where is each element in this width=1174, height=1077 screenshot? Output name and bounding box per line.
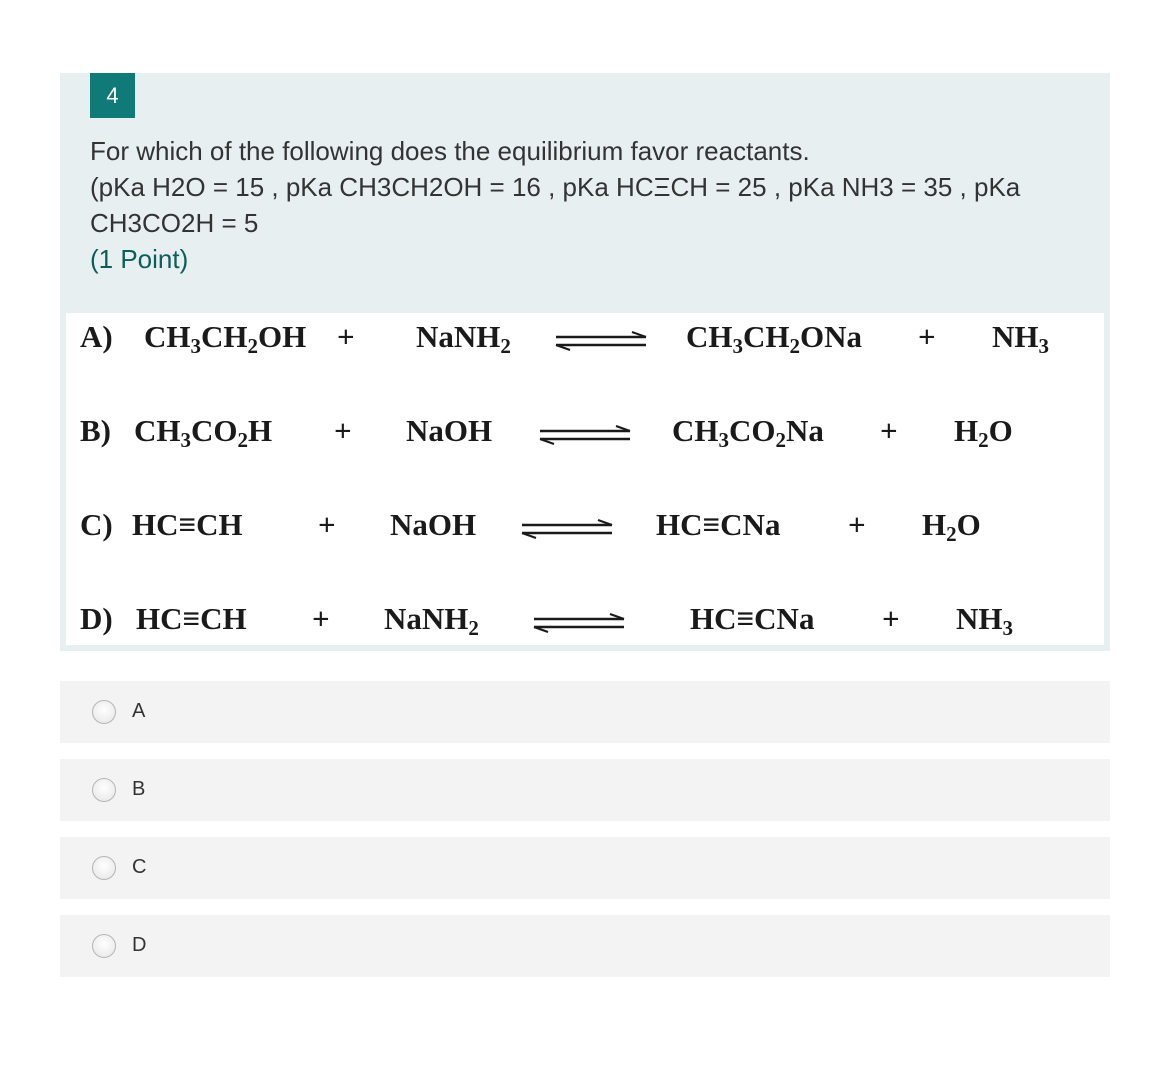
product-2: $NH_3$ [992,319,1049,358]
reactant-1: $CH_3CO_2H$ [134,413,273,452]
equation-d [66,595,1104,655]
reactant-2: NaNH$_2$ [384,601,479,640]
radio-button[interactable] [92,934,116,958]
equilibrium-arrow-icon [554,331,650,351]
product-2: $H_2O$ [922,507,981,546]
equation-label: D) [80,601,113,636]
question-text [90,133,1090,277]
plus-sign: + [312,601,330,636]
reactant-2: NaOH [390,507,477,542]
product-1: $CH_3CO_2Na$ [672,413,824,452]
option-c[interactable] [60,837,1110,899]
plus-sign: + [848,507,866,542]
product-2: $NH_3$ [956,601,1013,640]
equation-a [66,313,1104,373]
equation-label: C) [80,507,113,542]
option-a[interactable] [60,681,1110,743]
option-d[interactable] [60,915,1110,977]
question-line-1: For which of the following does the equilibrium favor reactants. [90,136,810,166]
option-label: A [132,700,146,722]
plus-sign: + [334,413,352,448]
plus-sign: + [337,319,355,354]
option-label: B [132,778,146,800]
question-line-3: CH3CO2H = 5 [90,208,259,238]
option-b[interactable] [60,759,1110,821]
option-label: D [132,934,147,956]
radio-button[interactable] [92,778,116,802]
plus-sign: + [882,601,900,636]
equilibrium-arrow-icon [520,519,616,539]
product-1: HC≡CNa [690,601,815,636]
question-card [60,73,1110,651]
product-1: $CH_3CH_2ONa$ [686,319,862,358]
reactant-1: HC≡CH [132,507,243,542]
equation-label: A) [80,319,113,354]
plus-sign: + [880,413,898,448]
reactant-1: HC≡CH [136,601,247,636]
plus-sign: + [918,319,936,354]
question-line-2: (pKa H2O = 15 , pKa CH3CH2OH = 16 , pKa HCΞCH = 25 , pKa NH3 = 35 , pKa [90,172,1021,202]
reactions-image [66,313,1104,645]
reactant-1: $CH_3CH_2OH$ [144,319,307,358]
product-2: $H_2O$ [954,413,1013,452]
equilibrium-arrow-icon [532,613,628,633]
option-label: C [132,856,147,878]
equation-label: B) [80,413,111,448]
question-number: 4 [90,73,135,118]
radio-button[interactable] [92,856,116,880]
radio-button[interactable] [92,700,116,724]
plus-sign: + [318,507,336,542]
equilibrium-arrow-icon [538,425,634,445]
reactant-2: NaNH$_2$ [416,319,511,358]
product-1: HC≡CNa [656,507,781,542]
reactant-2: NaOH [406,413,493,448]
question-points: (1 Point) [90,244,189,274]
equation-b [66,407,1104,467]
equation-c [66,501,1104,561]
